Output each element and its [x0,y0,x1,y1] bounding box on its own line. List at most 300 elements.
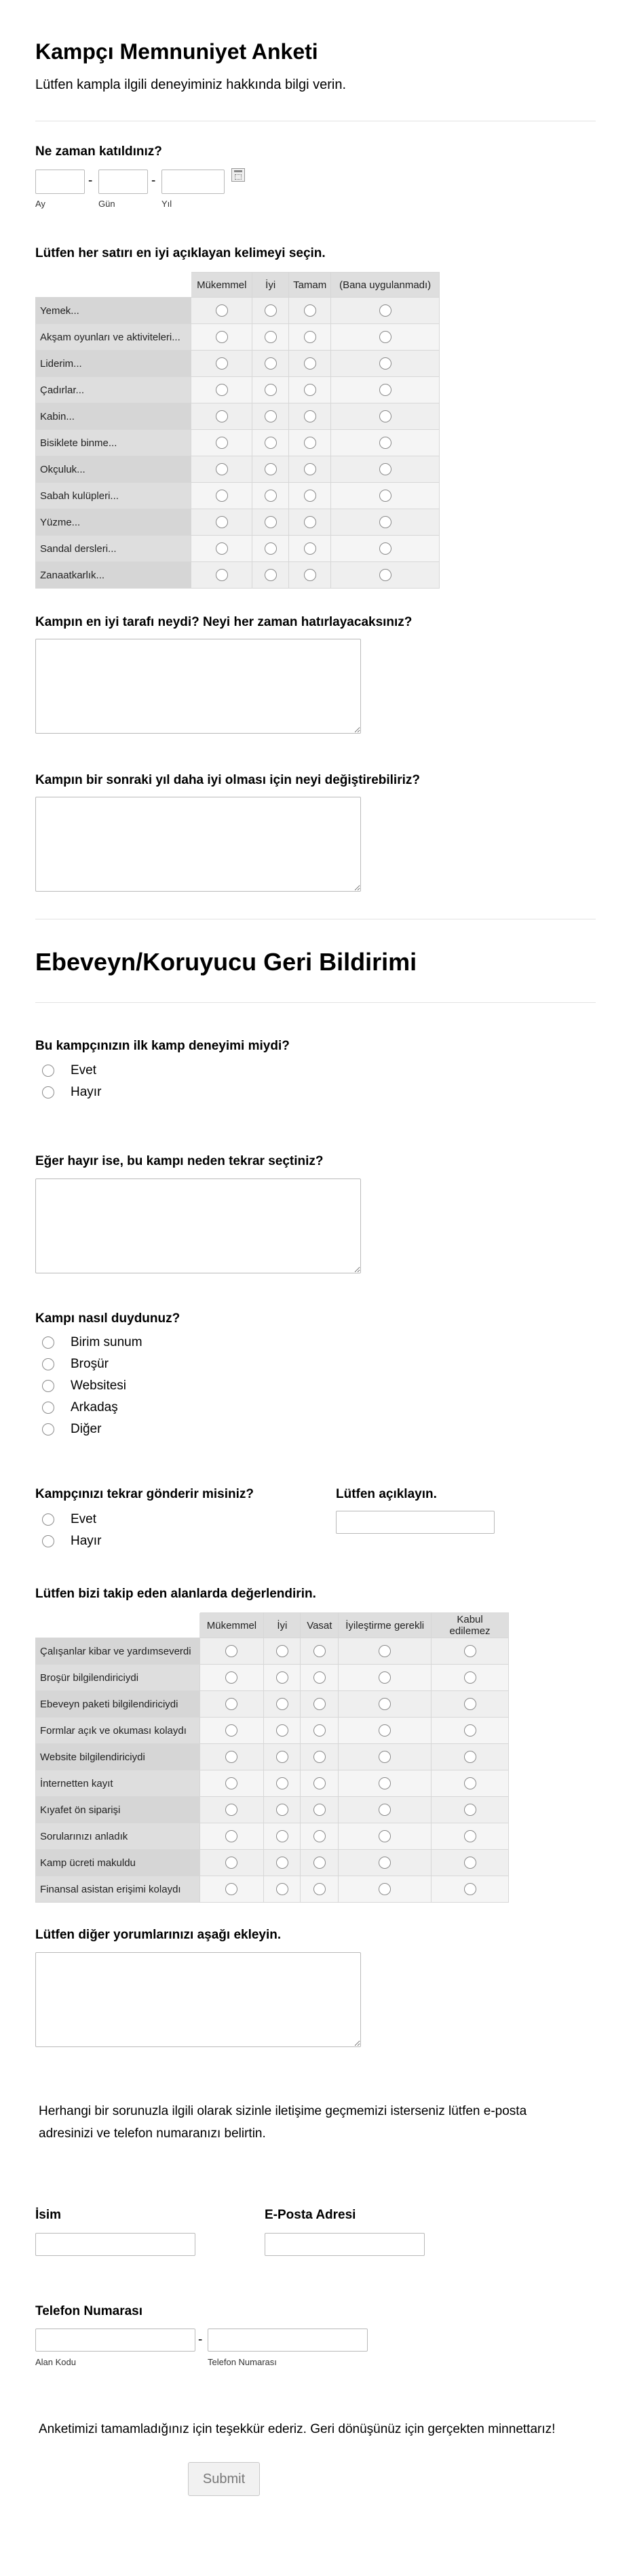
matrix-cell [191,509,252,536]
matrix-radio[interactable] [265,304,277,317]
matrix-cell [264,1876,301,1903]
matrix-row [36,483,440,509]
matrix-radio[interactable] [216,463,228,475]
matrix-cell [252,324,289,351]
matrix-cell [289,403,331,430]
matrix-row [36,351,440,377]
matrix-corner [36,273,191,298]
matrix-cell [432,1665,509,1691]
matrix-cell [252,298,289,324]
matrix-cell [301,1770,339,1797]
comments-question: Lütfen diğer yorumlarınızı aşağı ekleyin. [35,1928,282,1942]
matrix-cell [432,1797,509,1823]
activities-matrix [35,272,440,589]
matrix-cell [264,1638,301,1665]
radio-circle[interactable] [42,1358,54,1370]
matrix-radio[interactable] [225,1698,237,1710]
matrix-radio[interactable] [304,437,316,449]
matrix-radio[interactable] [276,1777,288,1789]
matrix-row-label: İnternetten kayıt [36,1770,200,1797]
matrix-radio[interactable] [265,437,277,449]
matrix-cell [252,483,289,509]
matrix-row [36,536,440,562]
matrix-radio[interactable] [313,1883,326,1895]
month-input[interactable] [35,170,85,194]
improve-textarea[interactable] [35,797,361,892]
matrix-cell [432,1638,509,1665]
day-label: Gün [98,199,115,209]
comments-textarea[interactable] [35,1952,361,2047]
thanks-message: Anketimizi tamamladığınız için teşekkür ederiz. Geri dönüşünüz için gerçekten minnettarız! [39,2422,556,2436]
matrix-radio[interactable] [265,569,277,581]
matrix-row-label: Formlar açık ve okuması kolaydı [36,1718,200,1744]
matrix-radio[interactable] [265,410,277,422]
radio-option-diger[interactable] [42,1422,101,1437]
matrix-cell [331,562,440,589]
matrix-radio[interactable] [379,331,391,343]
name-input[interactable] [35,2233,195,2256]
matrix-radio[interactable] [313,1645,326,1657]
matrix-row [36,403,440,430]
phone-separator: - [198,2333,203,2347]
radio-circle[interactable] [42,1336,54,1349]
matrix-cell [301,1744,339,1770]
matrix-cell [191,456,252,483]
radio-label: Hayır [71,1534,102,1548]
matrix-radio[interactable] [464,1830,476,1842]
matrix-radio[interactable] [225,1804,237,1816]
explain-input[interactable] [336,1511,495,1534]
matrix-column-header: Mükemmel [191,273,252,298]
matrix-row-label: Kamp ücreti makuldu [36,1850,200,1876]
matrix-cell [252,456,289,483]
matrix-radio[interactable] [216,410,228,422]
matrix-radio[interactable] [216,490,228,502]
radio-option-evet[interactable] [42,1512,96,1527]
matrix-cell [191,298,252,324]
matrix-row-label: Yüzme... [36,509,191,536]
matrix-radio[interactable] [379,1830,391,1842]
matrix-radio[interactable] [464,1724,476,1737]
matrix-radio[interactable] [225,1830,237,1842]
matrix-radio[interactable] [216,437,228,449]
matrix-radio[interactable] [265,384,277,396]
matrix-cell [339,1691,432,1718]
matrix-cell [331,456,440,483]
matrix-row-label: Akşam oyunları ve aktiviteleri... [36,324,191,351]
matrix-cell [199,1665,264,1691]
matrix-radio[interactable] [304,490,316,502]
matrix-cell [331,430,440,456]
matrix-cell [264,1718,301,1744]
matrix-cell [331,324,440,351]
matrix-radio[interactable] [216,542,228,555]
matrix-row [36,1770,509,1797]
matrix-column-header: (Bana uygulanmadı) [331,273,440,298]
radio-circle[interactable] [42,1535,54,1547]
radio-label: Diğer [71,1422,102,1436]
matrix-cell [191,483,252,509]
matrix-radio[interactable] [265,490,277,502]
matrix-radio[interactable] [464,1751,476,1763]
matrix-corner [36,1613,200,1638]
matrix-radio[interactable] [379,463,391,475]
radio-circle[interactable] [42,1065,54,1077]
month-label: Ay [35,199,45,209]
matrix-radio[interactable] [276,1724,288,1737]
matrix-radio[interactable] [379,304,391,317]
email-input[interactable] [265,2233,425,2256]
matrix-cell [289,509,331,536]
matrix-row [36,456,440,483]
matrix-radio[interactable] [379,1804,391,1816]
section-title: Ebeveyn/Koruyucu Geri Bildirimi [35,948,417,976]
matrix-cell [264,1691,301,1718]
matrix-cell [331,483,440,509]
matrix-cell [331,351,440,377]
matrix-cell [264,1850,301,1876]
matrix-cell [331,509,440,536]
matrix-cell [432,1823,509,1850]
matrix-radio[interactable] [225,1724,237,1737]
matrix-radio[interactable] [216,569,228,581]
matrix-row-label: Website bilgilendiriciydi [36,1744,200,1770]
matrix-row [36,1797,509,1823]
radio-label: Evet [71,1063,97,1077]
matrix-row [36,298,440,324]
matrix-radio[interactable] [379,1698,391,1710]
first-time-question: Bu kampçınızın ilk kamp deneyimi miydi? [35,1039,290,1053]
matrix-cell [339,1665,432,1691]
radio-option-birim-sunum[interactable] [42,1335,142,1350]
area-code-label: Alan Kodu [35,2357,76,2367]
matrix-cell [289,483,331,509]
explain-label: Lütfen açıklayın. [336,1487,437,1501]
matrix-cell [199,1691,264,1718]
matrix-row-label: Yemek... [36,298,191,324]
matrix-cell [339,1638,432,1665]
radio-option-hayir[interactable] [42,1085,101,1100]
radio-label: Broşür [71,1357,109,1371]
matrix-cell [339,1770,432,1797]
matrix-radio[interactable] [313,1804,326,1816]
matrix-row [36,1665,509,1691]
matrix-column-header: Vasat [301,1613,339,1638]
matrix-row-label: Sandal dersleri... [36,536,191,562]
why-again-question: Eğer hayır ise, bu kampı neden tekrar seçtiniz? [35,1154,324,1168]
matrix-radio[interactable] [216,304,228,317]
matrix-cell [252,403,289,430]
matrix-cell [301,1718,339,1744]
matrix-radio[interactable] [379,1671,391,1684]
matrix-cell [289,430,331,456]
matrix-radio[interactable] [313,1724,326,1737]
radio-option-evet[interactable] [42,1063,96,1078]
matrix-column-header: İyi [264,1613,301,1638]
matrix-radio[interactable] [379,384,391,396]
matrix-radio[interactable] [464,1883,476,1895]
divider [35,1002,596,1003]
matrix-radio[interactable] [313,1830,326,1842]
matrix-radio[interactable] [265,516,277,528]
matrix-row-label: Sabah kulüpleri... [36,483,191,509]
matrix-cell [301,1665,339,1691]
matrix-cell [339,1823,432,1850]
matrix-radio[interactable] [313,1698,326,1710]
matrix-radio[interactable] [225,1857,237,1869]
matrix-radio[interactable] [464,1698,476,1710]
matrix-radio[interactable] [379,1751,391,1763]
matrix-radio[interactable] [304,463,316,475]
matrix-cell [301,1823,339,1850]
matrix-cell [191,324,252,351]
matrix-cell [191,351,252,377]
rating-matrix [35,1612,509,1903]
matrix-radio[interactable] [225,1777,237,1789]
matrix-cell [289,351,331,377]
matrix-radio[interactable] [265,542,277,555]
best-part-question: Kampın en iyi tarafı neydi? Neyi her zaman hatırlayacaksınız? [35,615,413,629]
matrix-cell [331,536,440,562]
matrix-cell [252,509,289,536]
matrix-cell [339,1797,432,1823]
submit-button[interactable]: Submit [188,2462,260,2496]
matrix-cell [252,430,289,456]
phone-number-label: Telefon Numarası [208,2357,277,2367]
matrix-row-label: Broşür bilgilendiriciydi [36,1665,200,1691]
matrix-cell [301,1876,339,1903]
matrix-cell [199,1718,264,1744]
matrix-cell [432,1744,509,1770]
matrix-cell [199,1797,264,1823]
matrix-cell [191,430,252,456]
matrix-radio[interactable] [379,542,391,555]
matrix-radio[interactable] [276,1698,288,1710]
matrix-cell [331,377,440,403]
matrix-cell [432,1850,509,1876]
matrix-radio[interactable] [464,1777,476,1789]
matrix-row-label: Liderim... [36,351,191,377]
matrix-radio[interactable] [304,384,316,396]
matrix-row [36,324,440,351]
matrix-radio[interactable] [304,410,316,422]
matrix-cell [199,1744,264,1770]
matrix-column-header: Tamam [289,273,331,298]
radio-circle[interactable] [42,1086,54,1098]
matrix-cell [199,1876,264,1903]
matrix-radio[interactable] [379,1777,391,1789]
phone-number-input[interactable] [208,2329,368,2352]
matrix-radio[interactable] [225,1671,237,1684]
matrix-row [36,562,440,589]
matrix-radio[interactable] [225,1751,237,1763]
matrix-cell [199,1638,264,1665]
matrix-radio[interactable] [464,1804,476,1816]
matrix-radio[interactable] [379,437,391,449]
improve-question: Kampın bir sonraki yıl daha iyi olması için neyi değiştirebiliriz? [35,773,420,787]
matrix-row [36,1850,509,1876]
matrix-radio[interactable] [313,1751,326,1763]
matrix-radio[interactable] [225,1645,237,1657]
matrix-radio[interactable] [225,1883,237,1895]
matrix-column-header: Mükemmel [199,1613,264,1638]
email-label: E-Posta Adresi [265,2208,356,2222]
matrix-radio[interactable] [265,463,277,475]
send-again-question: Kampçınızı tekrar gönderir misiniz? [35,1487,254,1501]
matrix-cell [252,351,289,377]
matrix-cell [199,1850,264,1876]
radio-option-websitesi[interactable] [42,1379,126,1393]
matrix-radio[interactable] [464,1857,476,1869]
matrix-row [36,1691,509,1718]
matrix-row-label: Bisiklete binme... [36,430,191,456]
matrix-cell [289,562,331,589]
matrix-radio[interactable] [265,331,277,343]
date-separator: - [88,174,93,188]
matrix-cell [191,377,252,403]
matrix-radio[interactable] [304,569,316,581]
matrix-cell [264,1797,301,1823]
best-part-textarea[interactable] [35,639,361,734]
matrix-cell [301,1850,339,1876]
matrix-cell [264,1744,301,1770]
radio-label: Evet [71,1512,97,1526]
matrix-radio[interactable] [276,1857,288,1869]
matrix-radio[interactable] [304,357,316,370]
matrix-cell [432,1770,509,1797]
matrix-cell [339,1876,432,1903]
matrix-cell [432,1691,509,1718]
matrix-radio[interactable] [313,1671,326,1684]
matrix-cell [264,1770,301,1797]
matrix-cell [289,456,331,483]
calendar-icon[interactable] [231,168,245,182]
matrix-radio[interactable] [379,490,391,502]
matrix-radio[interactable] [216,357,228,370]
matrix-radio[interactable] [276,1804,288,1816]
matrix-row-label: Zanaatkarlık... [36,562,191,589]
matrix-cell [301,1638,339,1665]
matrix-cell [252,536,289,562]
matrix-row-label: Finansal asistan erişimi kolaydı [36,1876,200,1903]
matrix-row [36,377,440,403]
matrix-cell [252,562,289,589]
matrix-cell [289,298,331,324]
area-code-input[interactable] [35,2329,195,2352]
matrix-radio[interactable] [313,1777,326,1789]
day-input[interactable] [98,170,148,194]
phone-label: Telefon Numarası [35,2304,143,2318]
radio-label: Arkadaş [71,1400,118,1414]
date-separator: - [151,174,156,188]
radio-circle[interactable] [42,1423,54,1435]
matrix-radio[interactable] [379,516,391,528]
matrix-cell [289,324,331,351]
matrix-row [36,1638,509,1665]
matrix-row [36,1744,509,1770]
radio-label: Birim sunum [71,1335,142,1349]
matrix-cell [339,1744,432,1770]
matrix-radio[interactable] [276,1671,288,1684]
matrix-radio[interactable] [464,1671,476,1684]
radio-option-arkadas[interactable] [42,1400,118,1415]
matrix-radio[interactable] [379,1645,391,1657]
matrix-radio[interactable] [216,516,228,528]
page-title: Kampçı Memnuniyet Anketi [35,39,318,64]
matrix-column-header: İyi [252,273,289,298]
matrix-row-label: Ebeveyn paketi bilgilendiriciydi [36,1691,200,1718]
matrix-radio[interactable] [304,331,316,343]
matrix-row-label: Sorularınızı anladık [36,1823,200,1850]
matrix-radio[interactable] [216,384,228,396]
matrix-cell [432,1876,509,1903]
matrix-row [36,1876,509,1903]
matrix-radio[interactable] [313,1857,326,1869]
matrix-row-label: Kıyafet ön siparişi [36,1797,200,1823]
radio-option-brosur[interactable] [42,1357,109,1372]
matrix-cell [199,1823,264,1850]
matrix-cell [432,1718,509,1744]
matrix-row-label: Okçuluk... [36,456,191,483]
matrix-radio[interactable] [379,410,391,422]
radio-circle[interactable] [42,1402,54,1414]
matrix-radio[interactable] [276,1883,288,1895]
year-label: Yıl [161,199,172,209]
matrix-row [36,1823,509,1850]
matrix-row-label: Çadırlar... [36,377,191,403]
radio-circle[interactable] [42,1513,54,1526]
matrix-cell [331,403,440,430]
matrix-row [36,509,440,536]
matrix-radio[interactable] [265,357,277,370]
matrix-radio[interactable] [379,1857,391,1869]
matrix-cell [264,1665,301,1691]
matrix-radio[interactable] [276,1645,288,1657]
matrix-radio[interactable] [379,357,391,370]
year-input[interactable] [161,170,225,194]
matrix-radio[interactable] [379,1883,391,1895]
matrix-cell [289,536,331,562]
rating-question: Lütfen bizi takip eden alanlarda değerlendirin. [35,1587,316,1601]
matrix-cell [191,536,252,562]
attendance-question: Ne zaman katıldınız? [35,144,162,159]
heard-about-question: Kampı nasıl duydunuz? [35,1311,180,1326]
matrix-radio[interactable] [304,516,316,528]
why-again-textarea[interactable] [35,1178,361,1273]
activities-question: Lütfen her satırı en iyi açıklayan kelimeyi seçin. [35,246,326,260]
matrix-cell [339,1718,432,1744]
matrix-column-header: İyileştirme gerekli [339,1613,432,1638]
matrix-radio[interactable] [379,1724,391,1737]
matrix-radio[interactable] [379,569,391,581]
matrix-radio[interactable] [304,542,316,555]
matrix-row [36,1718,509,1744]
matrix-cell [301,1797,339,1823]
matrix-radio[interactable] [304,304,316,317]
matrix-cell [191,403,252,430]
matrix-cell [191,562,252,589]
matrix-radio[interactable] [464,1645,476,1657]
radio-circle[interactable] [42,1380,54,1392]
matrix-cell [339,1850,432,1876]
matrix-radio[interactable] [276,1751,288,1763]
matrix-cell [199,1770,264,1797]
matrix-cell [252,377,289,403]
matrix-radio[interactable] [276,1830,288,1842]
matrix-radio[interactable] [216,331,228,343]
radio-option-hayir[interactable] [42,1534,101,1549]
matrix-cell [289,377,331,403]
